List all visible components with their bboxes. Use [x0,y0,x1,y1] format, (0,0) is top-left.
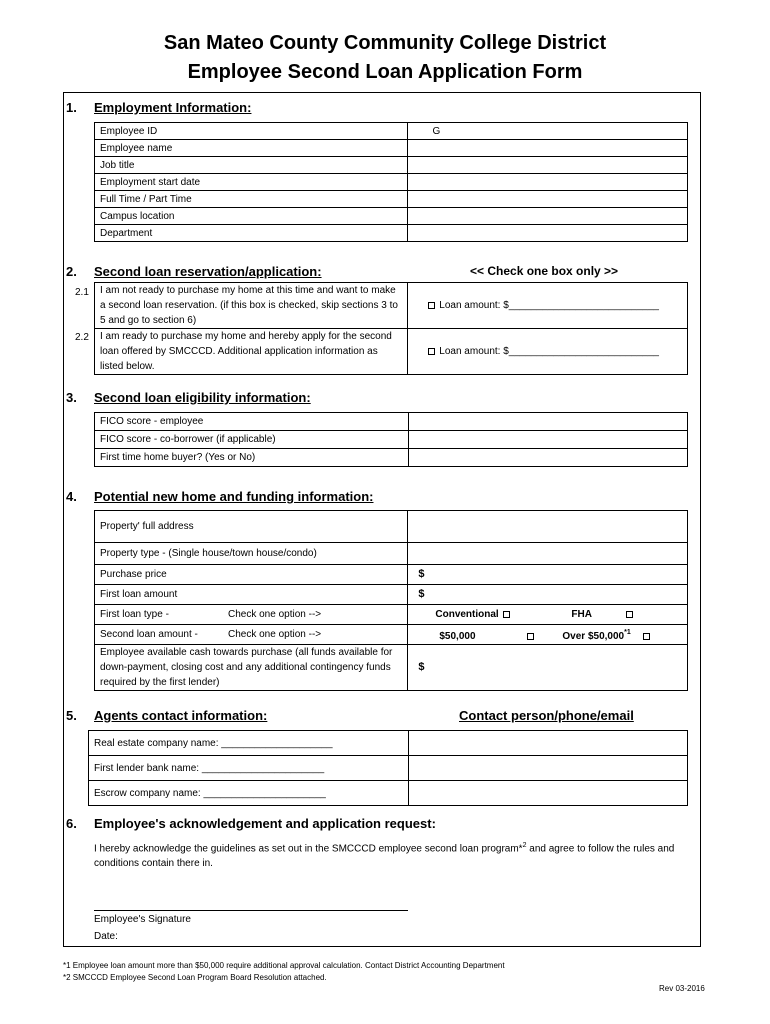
property-type-field[interactable] [408,543,688,565]
second-loan-amount-label: Second loan amount - [100,629,198,640]
option-2-2-text: I am ready to purchase my home and hereby apply for the second loan offered by SMCCCD. Additional application information as listed below. [95,329,408,375]
fha-checkbox[interactable] [626,611,633,618]
option-2-1-checkbox[interactable] [428,302,435,309]
table-row [95,511,688,543]
section-2-number: 2. [66,264,77,279]
eligibility-table [94,412,688,467]
address-field[interactable] [408,511,688,543]
full-part-time-field[interactable] [408,191,688,208]
table-row [95,645,688,691]
table-row [95,157,688,174]
table-row [95,283,688,329]
first-loan-amount-label: First loan amount [95,585,408,605]
section-5-title: Agents contact information: [94,708,268,723]
start-date-field[interactable] [408,174,688,191]
fico-employee-label: FICO score - employee [95,413,409,431]
table-row [95,431,688,449]
signature-label: Employee's Signature [94,914,191,925]
purchase-price-field[interactable]: $ [408,565,688,585]
option-50k-label: $50,000 [439,630,476,642]
start-date-label: Employment start date [95,174,408,191]
table-row [89,731,688,756]
second-loan-amount-label-cell [95,625,408,645]
table-row [89,756,688,781]
revision-label: Rev 03-2016 [659,984,705,993]
department-label: Department [95,225,408,242]
job-title-field[interactable] [408,157,688,174]
employee-id-label: Employee ID [95,123,408,140]
table-row [95,413,688,431]
first-loan-type-label-cell [95,605,408,625]
acknowledgement-text-part1: I hereby acknowledge the guidelines as set out in the SMCCCD employee second loan program* [94,843,523,855]
table-row [95,174,688,191]
section-4-title: Potential new home and funding information: [94,489,374,504]
option-2-1-cell [408,283,688,329]
escrow-contact-field[interactable] [408,781,687,806]
escrow-company-label[interactable]: Escrow company name: ______________________ [89,781,409,806]
section-6-number: 6. [66,816,77,831]
campus-location-field[interactable] [408,208,688,225]
form-title-district: San Mateo County Community College District [163,32,607,54]
acknowledgement-text [94,838,694,871]
second-loan-amount-options [408,625,688,645]
table-row [95,605,688,625]
fico-coborrower-label: FICO score - co-borrower (if applicable) [95,431,409,449]
section-1-title: Employment Information: [94,100,252,115]
conventional-checkbox[interactable] [503,611,510,618]
property-type-label: Property type - (Single house/town house/condo) [95,543,408,565]
job-title-label: Job title [95,157,408,174]
fico-employee-field[interactable] [408,413,688,431]
option-2-2-amount[interactable]: Loan amount: $___________________________ [439,346,659,357]
footnote-2: *2 SMCCCD Employee Second Loan Program Board Resolution attached. [63,973,327,982]
first-loan-type-label: First loan type - [100,609,169,620]
acknowledgement-text-part2: and agree to follow the rules and conditions contain there in. [94,843,675,870]
employment-table [94,122,688,242]
table-row [95,123,688,140]
home-funding-table [94,510,688,691]
address-label: Property' full address [95,511,408,543]
footnote-1: *1 Employee loan amount more than $50,000 require additional approval calculation. Contact District Accounting Department [63,961,505,970]
first-lender-bank-label[interactable]: First lender bank name: ______________________ [89,756,409,781]
signature-line[interactable] [94,910,408,911]
table-row [95,191,688,208]
section-6-title: Employee's acknowledgement and application request: [94,816,436,831]
table-row [95,329,688,375]
option-2-1-amount[interactable]: Loan amount: $___________________________ [439,300,659,311]
table-row [95,585,688,605]
section-5-number: 5. [66,708,77,723]
first-loan-type-hint: Check one option --> [228,609,322,620]
employee-name-label: Employee name [95,140,408,157]
full-part-time-label: Full Time / Part Time [95,191,408,208]
real-estate-company-label[interactable]: Real estate company name: ____________________ [89,731,409,756]
footnote-1-marker: *1 [624,629,631,637]
table-row [89,781,688,806]
first-lender-contact-field[interactable] [408,756,687,781]
option-50k-checkbox[interactable] [527,633,534,640]
option-2-2-checkbox[interactable] [428,348,435,355]
available-cash-field[interactable]: $ [408,645,688,691]
available-cash-label: Employee available cash towards purchase (all funds available for down-payment, closing cost and any additional contingency funds required by the first lender) [95,645,408,691]
option-2-1-text: I am not ready to purchase my home at this time and want to make a second loan reservation. (if this box is checked, skip sections 3 to 5 and go to section 6) [95,283,408,329]
first-loan-type-options [408,605,688,625]
table-row [95,449,688,467]
table-row [95,225,688,242]
agents-table [88,730,688,806]
table-row [95,140,688,157]
section-2-title: Second loan reservation/application: [94,264,322,279]
footnote-2-marker: 2 [522,842,527,849]
table-row [95,543,688,565]
option-2-1-number: 2.1 [75,287,89,298]
campus-location-label: Campus location [95,208,408,225]
loan-option-table [94,282,688,375]
check-one-hint: << Check one box only >> [470,264,619,278]
department-field[interactable] [408,225,688,242]
table-row [95,208,688,225]
table-row [95,565,688,585]
fha-label: FHA [571,609,592,620]
purchase-price-label: Purchase price [95,565,408,585]
employee-name-field[interactable] [408,140,688,157]
fico-coborrower-field[interactable] [408,431,688,449]
second-loan-amount-hint: Check one option --> [228,629,322,640]
form-title-name: Employee Second Loan Application Form [187,61,583,83]
date-label: Date: [94,931,118,942]
option-over-50k-checkbox[interactable] [643,633,650,640]
real-estate-contact-field[interactable] [408,731,687,756]
contact-person-title: Contact person/phone/email [459,708,634,723]
table-row [95,625,688,645]
first-time-buyer-label: First time home buyer? (Yes or No) [95,449,409,467]
first-loan-amount-field[interactable]: $ [408,585,688,605]
section-1-number: 1. [66,100,77,115]
option-2-2-number: 2.2 [75,332,89,343]
option-2-2-cell [408,329,688,375]
section-4-number: 4. [66,489,77,504]
section-3-number: 3. [66,390,77,405]
first-time-buyer-field[interactable] [408,449,688,467]
employee-id-field[interactable]: G [408,123,688,140]
option-over-50k-label: Over $50,000 [562,630,625,642]
section-3-title: Second loan eligibility information: [94,390,311,405]
conventional-label: Conventional [435,609,499,620]
